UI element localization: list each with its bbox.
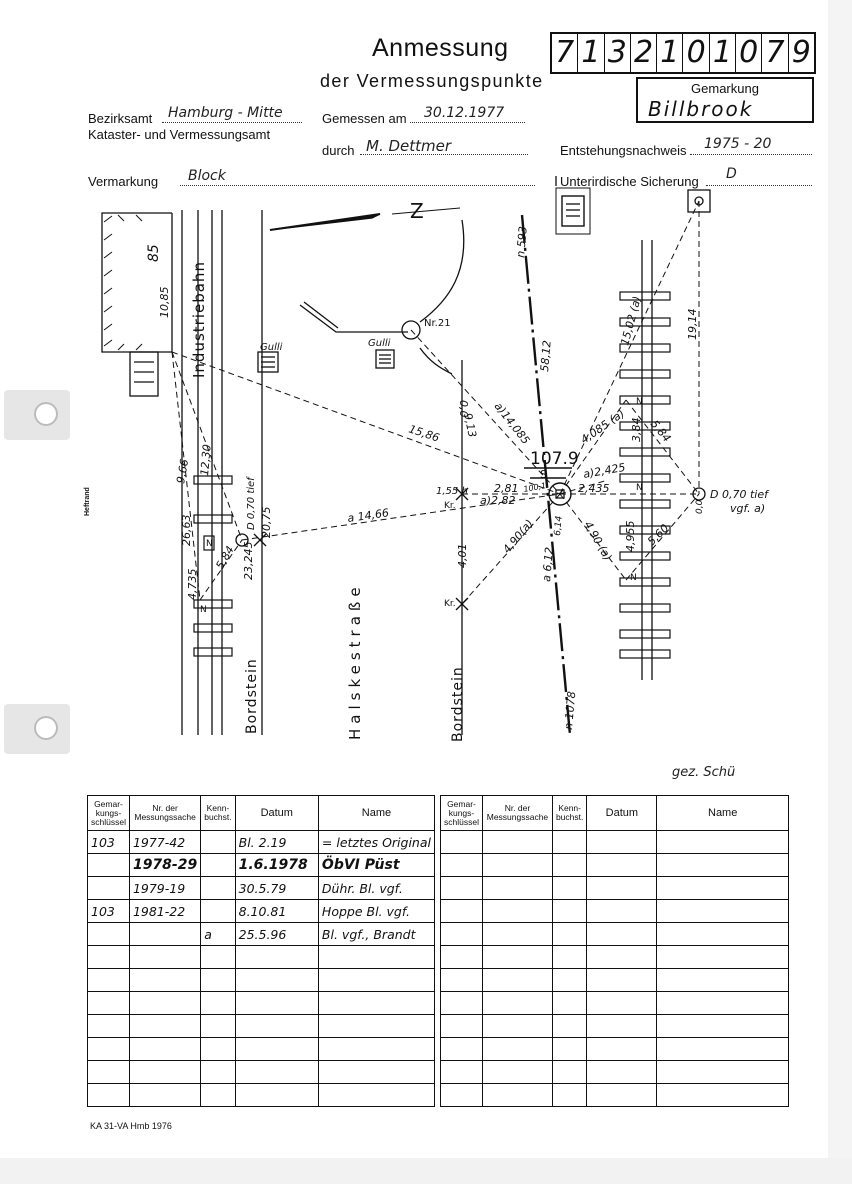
table-cell	[318, 946, 434, 969]
measure-4085: 4,085 (a)	[578, 406, 627, 447]
vgf-a-label: vgf. a)	[730, 502, 766, 515]
table-row	[441, 854, 789, 877]
measure-593: n 593	[514, 225, 530, 259]
table-cell-empty	[482, 923, 552, 946]
table-cell	[88, 1084, 130, 1107]
table-cell: 8.10.81	[235, 900, 318, 923]
table-cell-empty	[441, 992, 483, 1015]
table-cell-empty	[657, 992, 789, 1015]
table-cell-empty	[587, 923, 657, 946]
table-cell	[201, 1084, 235, 1107]
nail-label-lower: N	[630, 573, 637, 583]
history-table-left	[87, 795, 435, 1107]
sicherung-label: Unterirdische Sicherung	[560, 174, 699, 189]
table-row	[88, 1084, 435, 1107]
bordstein-right-label: Bordstein	[450, 666, 466, 742]
table-cell: 1978-29	[129, 854, 200, 877]
table-cell	[235, 969, 318, 992]
table-cell-empty	[657, 923, 789, 946]
gemarkung-label: Gemarkung	[691, 81, 759, 96]
measure-282: a)2,82	[480, 494, 516, 507]
table-cell: 1981-22	[129, 900, 200, 923]
table-cell-empty	[657, 1084, 789, 1107]
measure-5812: 58,12	[538, 339, 554, 373]
table-cell	[318, 1084, 434, 1107]
table-cell-empty	[441, 969, 483, 992]
table-cell-empty	[441, 1084, 483, 1107]
table-cell-empty	[482, 992, 552, 1015]
measure-584-right: 5,84	[647, 417, 674, 445]
table-cell	[129, 992, 200, 1015]
sheet-number-digit: 1	[710, 34, 736, 72]
table-cell-empty	[657, 1038, 789, 1061]
table-cell-empty	[441, 900, 483, 923]
table-cell: Bl. 2.19	[235, 831, 318, 854]
table-cell-empty	[482, 877, 552, 900]
heftrand-label: Heftrand	[84, 487, 91, 516]
table-cell-empty	[657, 900, 789, 923]
table-cell: 30.5.79	[235, 877, 318, 900]
measure-00-right: 0,0	[695, 499, 705, 514]
table-cell: a	[201, 923, 235, 946]
table-cell	[235, 992, 318, 1015]
table-cell	[235, 946, 318, 969]
table-cell-empty	[441, 854, 483, 877]
table-cell-empty	[587, 992, 657, 1015]
table-cell: 1979-19	[129, 877, 200, 900]
nail-label-mid: N	[636, 483, 643, 493]
table-cell-empty	[657, 946, 789, 969]
table-row	[88, 923, 435, 946]
sheet-number-digit: 7	[552, 34, 578, 72]
measure-913: 9,13	[461, 411, 479, 439]
industriebahn-label: Industriebahn	[190, 261, 208, 378]
table-row	[88, 877, 435, 900]
durch-signature: M. Dettmer	[366, 137, 452, 155]
table-row	[88, 831, 435, 854]
table-cell-empty	[657, 854, 789, 877]
table-row	[441, 992, 789, 1015]
measure-614: 6,14	[553, 515, 565, 537]
table-cell	[201, 946, 235, 969]
table-cell-empty	[441, 1015, 483, 1038]
scan-margin-bottom	[0, 1158, 852, 1184]
table-cell-empty	[657, 1015, 789, 1038]
measure-4955: 4,955	[624, 520, 637, 552]
table-row	[88, 969, 435, 992]
table-cell	[318, 1061, 434, 1084]
table-cell-empty	[657, 969, 789, 992]
north-arrow-label: Z	[410, 199, 424, 223]
table-cell-empty	[587, 1061, 657, 1084]
measure-2425: a)2,425	[582, 460, 627, 481]
table-row	[441, 1015, 789, 1038]
measure-2435: 2,435	[578, 482, 610, 495]
table-cell	[88, 992, 130, 1015]
measure-490b: 4,90 (a)	[581, 519, 615, 564]
measure-2663: 26,63	[180, 514, 193, 546]
table-cell	[201, 992, 235, 1015]
nail-label-rail: N	[206, 539, 213, 549]
table-cell: 25.5.96	[235, 923, 318, 946]
table-cell	[201, 854, 235, 877]
table-cell: = letztes Original	[318, 831, 434, 854]
entstehung-label: Entstehungsnachweis	[560, 143, 687, 158]
table-cell-empty	[552, 1061, 586, 1084]
table-cell-empty	[587, 1084, 657, 1107]
table-cell-empty	[657, 831, 789, 854]
table-cell	[201, 1038, 235, 1061]
page-subtitle: der Vermessungspunkte	[320, 71, 544, 91]
table-cell-empty	[587, 1038, 657, 1061]
measure-2075: 20,75	[260, 506, 273, 538]
table-cell-empty	[441, 1061, 483, 1084]
entstehung-value: 1975 - 20	[704, 136, 772, 152]
table-cell	[235, 1061, 318, 1084]
table-cell	[201, 969, 235, 992]
table-row	[88, 1038, 435, 1061]
left-header-4: Name	[318, 796, 434, 831]
table-cell	[201, 900, 235, 923]
signature-gez: gez. Schü	[672, 765, 736, 780]
table-cell: ÖbVI Püst	[318, 854, 434, 877]
table-row	[441, 831, 789, 854]
right-header-4: Name	[657, 796, 789, 831]
right-header-2: Kenn-buchst.	[552, 796, 586, 831]
table-cell-empty	[587, 969, 657, 992]
table-cell-empty	[552, 946, 586, 969]
table-cell-empty	[482, 1061, 552, 1084]
measure-1586: 15,86	[407, 422, 442, 445]
table-cell-empty	[552, 900, 586, 923]
table-cell: 103	[88, 831, 130, 854]
table-cell	[129, 923, 200, 946]
left-header-0: Gemar-kungs-schlüssel	[88, 796, 130, 831]
table-cell-empty	[482, 1038, 552, 1061]
measure-966: 9,66	[174, 458, 192, 485]
right-header-0: Gemar-kungs-schlüssel	[441, 796, 483, 831]
table-cell-empty	[587, 1015, 657, 1038]
gemessen-value: 30.12.1977	[424, 105, 505, 121]
sheet-number-digit: 0	[683, 34, 709, 72]
measure-00: 0,0	[457, 400, 470, 418]
table-row	[441, 1038, 789, 1061]
table-cell	[129, 1015, 200, 1038]
table-cell-empty	[482, 1015, 552, 1038]
table-cell-empty	[587, 831, 657, 854]
left-header-3: Datum	[235, 796, 318, 831]
vermarkung-label: Vermarkung	[88, 174, 159, 189]
table-cell-empty	[552, 1015, 586, 1038]
table-cell	[318, 992, 434, 1015]
sheet-number-digit: 7	[762, 34, 788, 72]
table-cell	[88, 1038, 130, 1061]
table-cell-empty	[587, 877, 657, 900]
table-cell-empty	[482, 946, 552, 969]
vermarkung-value: Block	[188, 168, 226, 184]
table-cell	[318, 1015, 434, 1038]
table-row	[88, 992, 435, 1015]
nail-label-upper: N	[636, 397, 643, 407]
table-cell-empty	[482, 969, 552, 992]
measure-612: a 6,12	[540, 546, 557, 583]
measure-1502: 15,02 (a)	[618, 294, 644, 347]
sheet-number-digit: 1	[578, 34, 604, 72]
table-cell-empty	[552, 992, 586, 1015]
d-tief-right: D 0,70 tief	[710, 488, 768, 501]
measure-1078: n 1078	[562, 690, 579, 731]
bezirksamt-label: Bezirksamt	[88, 111, 153, 126]
table-cell	[318, 1038, 434, 1061]
house-number: 85	[146, 244, 162, 262]
measure-1001: 100,1	[522, 481, 547, 494]
table-row	[441, 1084, 789, 1107]
left-header-2: Kenn-buchst.	[201, 796, 235, 831]
table-cell-empty	[441, 1038, 483, 1061]
page-title: Anmessung	[372, 34, 509, 62]
table-cell-empty	[552, 969, 586, 992]
bordstein-left-label: Bordstein	[244, 658, 260, 734]
sicherung-value: D	[726, 166, 737, 182]
table-cell	[201, 1015, 235, 1038]
d-tief-left: D 0,70 tief	[246, 477, 257, 530]
table-cell: Bl. vgf., Brandt	[318, 923, 434, 946]
measure-281: 2,81	[494, 482, 519, 495]
measure-23245: 23,245	[242, 541, 255, 580]
table-cell-empty	[482, 1084, 552, 1107]
survey-point-number: 107.9	[530, 449, 579, 469]
sheet-number-digit: 9	[791, 35, 811, 70]
table-row	[88, 1015, 435, 1038]
table-row	[441, 900, 789, 923]
table-cell	[88, 969, 130, 992]
measure-401: 4,01	[456, 543, 469, 568]
scan-margin-right	[828, 0, 852, 1158]
table-cell-empty	[657, 1061, 789, 1084]
measure-1230: 12,30	[198, 443, 214, 477]
gemarkung-value: Billbrook	[648, 97, 754, 121]
table-cell: 103	[88, 900, 130, 923]
table-row	[441, 877, 789, 900]
table-cell	[88, 946, 130, 969]
table-cell	[129, 1061, 200, 1084]
table-row	[441, 946, 789, 969]
measure-155: 1,55 h	[436, 486, 468, 497]
table-cell	[88, 1015, 130, 1038]
table-cell	[235, 1038, 318, 1061]
measure-490a: 4,90(a)	[500, 517, 536, 556]
bezirksamt-value: Hamburg - Mitte	[168, 105, 283, 121]
table-cell	[235, 1015, 318, 1038]
kreuz-label-lower: Kr.	[444, 599, 456, 609]
history-table-right	[440, 795, 789, 1107]
measure-1914: 19,14	[686, 308, 699, 340]
gulli-label-left: Gulli	[260, 342, 283, 353]
gulli-label-right: Gulli	[368, 338, 391, 349]
table-cell-empty	[441, 923, 483, 946]
house-dimension: 10,85	[158, 286, 171, 318]
durch-label: durch	[322, 143, 355, 158]
table-cell	[129, 969, 200, 992]
table-cell-empty	[587, 900, 657, 923]
table-cell	[129, 946, 200, 969]
table-cell	[318, 969, 434, 992]
table-cell	[235, 1084, 318, 1107]
kreuz-label-upper: Kr.	[444, 501, 456, 511]
table-cell: 1977-42	[129, 831, 200, 854]
table-cell	[88, 923, 130, 946]
measure-4735: 4,735	[186, 568, 199, 600]
right-header-3: Datum	[587, 796, 657, 831]
table-cell-empty	[552, 831, 586, 854]
table-cell	[201, 877, 235, 900]
table-cell: Hoppe Bl. vgf.	[318, 900, 434, 923]
table-cell-empty	[587, 946, 657, 969]
table-cell	[88, 854, 130, 877]
table-row	[88, 946, 435, 969]
measure-584-left: 5,84	[213, 543, 237, 572]
table-row	[441, 969, 789, 992]
table-cell: 1.6.1978	[235, 854, 318, 877]
right-header-1: Nr. der Messungssache	[482, 796, 552, 831]
table-cell-empty	[482, 854, 552, 877]
table-cell-empty	[552, 854, 586, 877]
table-cell	[129, 1038, 200, 1061]
amt-label: Kataster- und Vermessungsamt	[88, 127, 271, 142]
measure-384: 3,84	[630, 417, 643, 442]
nail-label-left: N	[200, 605, 207, 615]
table-cell-empty	[587, 854, 657, 877]
sheet-number-digit: 2	[631, 34, 657, 72]
table-row	[441, 1061, 789, 1084]
table-cell	[201, 831, 235, 854]
left-header-1: Nr. der Messungssache	[129, 796, 200, 831]
form-footer: KA 31-VA Hmb 1976	[90, 1121, 172, 1131]
table-cell-empty	[441, 877, 483, 900]
table-cell-empty	[552, 1038, 586, 1061]
table-cell	[88, 1061, 130, 1084]
table-row	[88, 854, 435, 877]
table-row	[441, 923, 789, 946]
table-row	[88, 900, 435, 923]
table-cell-empty	[441, 831, 483, 854]
sheet-number-digit: 0	[736, 34, 762, 72]
table-row	[88, 1061, 435, 1084]
table-cell-empty	[657, 877, 789, 900]
point-nr21-label: Nr.21	[424, 318, 451, 329]
halskestrasse-label: Halskestraße	[346, 582, 364, 740]
survey-point-s: S	[540, 468, 547, 481]
measure-14085: a)14,085	[491, 399, 533, 447]
gemessen-label: Gemessen am	[322, 111, 407, 126]
table-cell-empty	[482, 831, 552, 854]
table-cell-empty	[482, 900, 552, 923]
table-cell	[201, 1061, 235, 1084]
table-cell-empty	[552, 923, 586, 946]
measure-560: 5,60	[644, 521, 672, 549]
sheet-number-digit: 1	[657, 34, 683, 72]
table-cell-empty	[441, 946, 483, 969]
table-cell: Dühr. Bl. vgf.	[318, 877, 434, 900]
table-cell	[129, 1084, 200, 1107]
table-cell-empty	[552, 1084, 586, 1107]
table-cell	[88, 877, 130, 900]
table-cell-empty	[552, 877, 586, 900]
measure-1466: a 14,66	[346, 506, 390, 525]
sheet-number-digit: 3	[605, 34, 631, 72]
